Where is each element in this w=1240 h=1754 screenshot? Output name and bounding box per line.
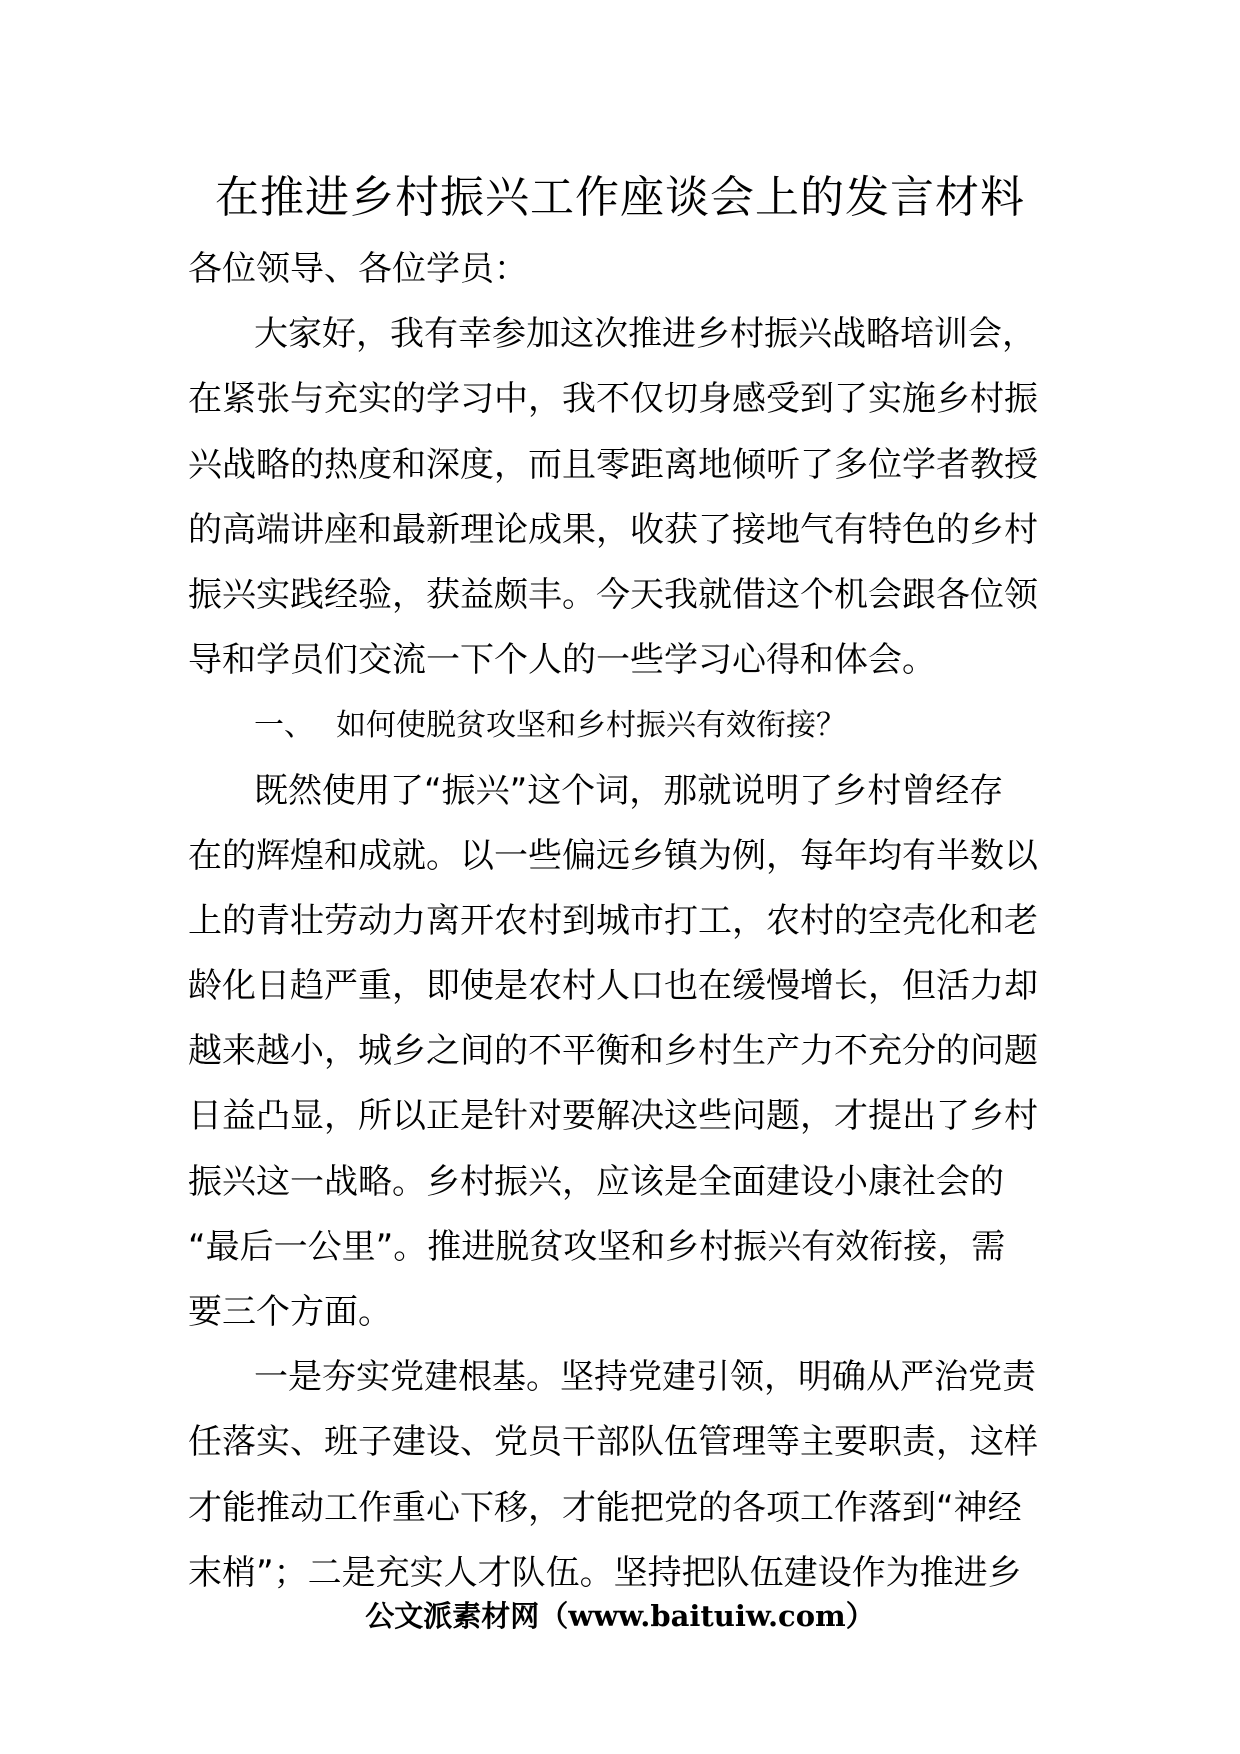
document-body bbox=[188, 237, 1048, 1606]
paragraph-line: 既然使用了“振兴”这个词，那就说明了乡村曾经存 bbox=[254, 770, 1004, 811]
paragraph-line: 一是夯实党建根基。坚持党建引领，明确从严治党责 bbox=[254, 1357, 1036, 1398]
paragraph-line: 要三个方面。 bbox=[188, 1292, 392, 1332]
paragraph-line: 末梢”；二是充实人才队伍。坚持把队伍建设作为推进乡 bbox=[188, 1552, 1022, 1593]
document-title: 在推进乡村振兴工作座谈会上的发言材料 bbox=[215, 172, 1025, 223]
paragraph-line: “最后一公里”。推进脱贫攻坚和乡村振兴有效衔接，需 bbox=[188, 1226, 1006, 1267]
paragraph-line: 任落实、班子建设、党员干部队伍管理等主要职责，这样 bbox=[188, 1422, 1038, 1463]
paragraph-line: 在紧张与充实的学习中，我不仅切身感受到了实施乡村振 bbox=[188, 379, 1038, 420]
footer-watermark: 公文派素材网（www.baituiw.com） bbox=[365, 1599, 875, 1633]
section-heading-number: 一、 bbox=[254, 708, 314, 744]
paragraph-line: 上的青壮劳动力离开农村到城市打工，农村的空壳化和老 bbox=[188, 900, 1038, 941]
section-heading bbox=[188, 693, 1048, 758]
paragraph-line: 龄化日趋严重，即使是农村人口也在缓慢增长，但活力却 bbox=[188, 966, 1038, 1007]
paragraph-line: 导和学员们交流一下个人的一些学习心得和体会。 bbox=[188, 640, 936, 681]
salutation: 各位领导、各位学员： bbox=[188, 249, 528, 289]
paragraph-line: 日益凸显，所以正是针对要解决这些问题，才提出了乡村 bbox=[188, 1096, 1038, 1137]
paragraph-line: 才能推动工作重心下移，才能把党的各项工作落到“神经 bbox=[188, 1487, 1022, 1528]
paragraph-line: 的高端讲座和最新理论成果，收获了接地气有特色的乡村 bbox=[188, 509, 1038, 550]
paragraph-line: 在的辉煌和成就。以一些偏远乡镇为例，每年均有半数以 bbox=[188, 835, 1038, 876]
paragraph-line: 兴战略的热度和深度，而且零距离地倾听了多位学者教授 bbox=[188, 444, 1038, 485]
paragraph-line: 振兴这一战略。乡村振兴，应该是全面建设小康社会的 bbox=[188, 1161, 1004, 1202]
paragraph-line: 大家好，我有幸参加这次推进乡村振兴战略培训会， bbox=[254, 314, 1036, 355]
paragraph-line: 越来越小，城乡之间的不平衡和乡村生产力不充分的问题 bbox=[188, 1031, 1038, 1072]
paragraph-line: 振兴实践经验，获益颇丰。今天我就借这个机会跟各位领 bbox=[188, 574, 1038, 615]
section-heading-text: 如何使脱贫攻坚和乡村振兴有效衔接？ bbox=[336, 708, 846, 744]
